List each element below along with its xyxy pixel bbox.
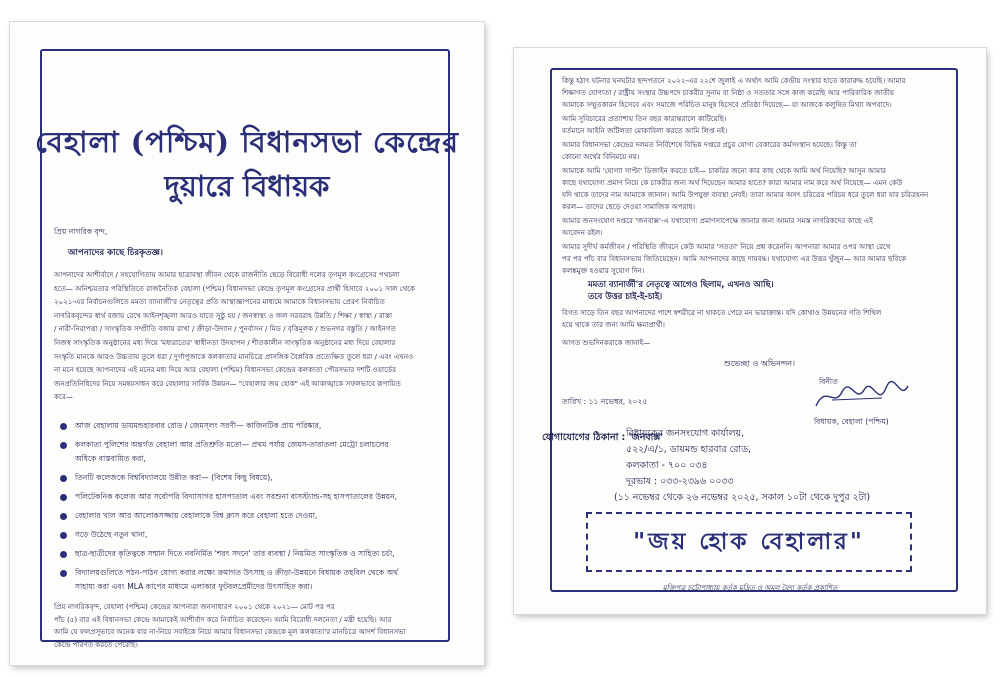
text-line: হতে— অনিশ্চয়তার পরিস্থিতিতে রাজনৈতিক বেহালা (পশ্চিম) বিধানসভা কেন্দ্রে তৃণমূল কংগ্রেসের প্রার্থী হিসাবে ২০০১ সাল থেকে	[54, 283, 415, 293]
text-line: / নারী-নিরাপত্তা / সাংস্কৃতিক সম্প্রীতি বজায় রাখা / ক্রীড়া-উদ্যান / পুনর্বাসন / মিড / বৃত্তিমূলক / শুভনগর বস্তুতি / আইনগত	[54, 324, 396, 334]
list-item	[60, 548, 395, 561]
text-line: বর্তমানে আইনি জটিলতা মোকাবিলা করতে আমি লিপ্ত নই।	[562, 126, 728, 135]
contact-line: (১১ নভেম্বর থেকে ২৬ নভেম্বর ২০২৫, সকাল ১০টা থেকে দুপুর ২টা)	[614, 492, 871, 503]
bullet-icon	[60, 475, 67, 482]
text-line: নাগরিকবৃন্দের স্বার্থ বজায় রেখে আইনশৃঙ্খলা আরও যাতে সুষ্ঠু হয় / জনস্বাস্থ্য ও জল সরবরাহ উন্নতি / শিক্ষা / স্বাস্থ্য / রাস্তা	[54, 310, 393, 320]
right-page	[514, 48, 986, 614]
greeting: আপনাদের কাছে চিরকৃতজ্ঞ।	[68, 248, 163, 258]
text-line: কোনো অর্থের বিনিময়ে নয়।	[562, 152, 640, 161]
text-line: করল— তাদের ছেড়ে দেওয়া সামাজিক অপরাধ।	[562, 202, 696, 211]
list-item	[60, 439, 389, 452]
list-item-text: বেহালার খাল আর আলোকসজ্জায় বেহালাকে বিশ্ব ক্লাস করে বেহালা হতে দেওয়া,	[75, 511, 318, 520]
contact-line: দূরভাষ : ০৩৩-২৩৯৬ ০০৩৩	[626, 476, 734, 487]
bullet-icon	[60, 423, 67, 430]
list-item-text: বিদ্যালয়গুলিতে পঠন-পাঠন যোগ্য করার লক্ষ্যে ক্রমাগত উৎসাহ ও ক্রীড়া-উন্নয়নে বিধায়ক তহবিল থেকে অর্থ	[75, 568, 399, 577]
slogan-box	[586, 512, 912, 572]
text-line: সংস্কৃতি মানকে আরও উচ্চতায় তুলে ধরা / দুর্গাপুজাকে কলকাতার মানচিত্রে প্রাসঙ্গিক বৈপ্লবিক প্রত্যেক্ষিত তুলে ধরা / এবং এখনও	[54, 351, 414, 361]
text-line: আমার জনসংযোগ দপ্তরে 'জনবাক্স'-এ যথাযোগ্য প্রমাণসাপেক্ষে জানার জন্য আমার সমস্ত নাগরিকদের কাছে এই	[562, 216, 873, 225]
slogan-text: "জয় হোক বেহালার"	[633, 527, 865, 555]
text-line: হয়ে থাকে তার জন্য আমি ক্ষমাপ্রার্থী।	[562, 320, 665, 329]
bullet-icon	[60, 494, 67, 501]
list-item-text: ছাত্র-ছাত্রীদের কৃতিত্বকে সম্মান দিতে নবনির্মিত 'শরৎ সদনে' তার ব্যবস্থা / নিয়মিত সাংস্কৃতিক ও সাহিত্য চর্চা,	[75, 549, 395, 558]
text-line: যদি থাকে তাদের নাম আমাকে জানান। আমি উপযুক্ত ব্যবস্থা নেবই। তারা আমার অসৎ চরিত্রের পরিচয় ধরে তুলে ধরা যার চরিত্রহনন	[562, 190, 929, 199]
text-line: আগত শুভদিনকরাকে জানাই—	[562, 338, 651, 347]
bullet-icon	[60, 442, 67, 449]
text-line: প্রিয় নাগরিকবৃন্দ, বেহালা (পশ্চিম) কেন্দ্রের আপনারা জনসাধারণ ২০০১ থেকে ২০২১— মোট পর পর	[54, 602, 335, 611]
text-line: নিজস্ব সাংস্কৃতিক অনুষ্ঠানের মধ্য দিয়ে 'মধ্যরাতের' স্বাধীনতা উদযাপন / শীতকালীন সাংস্কৃতিক অনুষ্ঠানের মধ্য দিয়ে বেহালার	[54, 338, 396, 347]
text-line: তবে উত্তর চাই-ই-চাই।	[588, 291, 663, 301]
salutation: প্রিয় নাগরিক বৃন্দ,	[54, 227, 108, 236]
regards-text: বিনীত	[819, 377, 838, 386]
date-text: তারিখ : ১১ নভেম্বর, ২০২৫	[562, 397, 648, 406]
list-item	[60, 472, 273, 485]
text-line: শিক্ষাগত যোগ্যতা / রাষ্ট্রীয় সংস্থার উচ্চপদে চাকরীর সুনাম বা নিষ্ঠা ও সততার সঙ্গে কাজ করেছি আর পারিবারিক জাতীয়	[562, 88, 895, 97]
text-line: কেন্দ্রে পরিণত করতে পেরেছি।	[54, 639, 138, 649]
text-line: করে—	[54, 392, 73, 402]
wishes-text: শুভেচ্ছা ও অভিনন্দন।	[724, 359, 795, 368]
text-line: বিগত সাড়ে তিন বছর আপনাদের পাশে স্বশরীরে না থাকতে পেরে মন ভারাক্রান্ত। যদি কোথাও উন্নয়নের গতি শিথিল	[562, 308, 882, 317]
list-item	[60, 420, 321, 433]
text-line: পর পর পাঁচ বার বিধানসভায় জিতিয়েছেন। আমি আপনাদের কাছে দায়বদ্ধ। যথাযোগ্য এর উত্তর খুঁজুন— আর আমার ছবিকে	[562, 254, 907, 263]
bullet-icon	[60, 513, 67, 520]
contact-line: ৫২২/এ/১, ডায়মন্ড হারবার রোড,	[626, 444, 752, 455]
text-line: পাঁচ (৫) বার এই বিধানসভা কেন্দ্রে আমাকেই আশীর্বাদ করে নির্বাচিত করেছেন। আমি বিরোধী দলনেতা / মন্ত্রী হয়েছি। আর	[54, 614, 392, 624]
text-line: আমাকে সম্মুতকারন হিসেবে এবং সমাজে পরিচিত মানুষ হিসেবে প্রতিষ্ঠা দিয়েছে— যা আজকে কলুষিত মিথ্যা অপবাদে।	[562, 100, 892, 109]
text-line: কিন্তু হঠাৎ ঘটনার ঘনঘটার ছন্দপতনে ২০২২-এর ২২শে জুলাই এ অর্থাৎ আমি কেন্দ্রীয় সংস্থার হাতে কারারুদ্ধ হয়েছি। আমার	[562, 76, 906, 85]
text-line: জনপ্রতিনিধিদের নিয়ে সমন্বয়সাধন করে বেহালার সার্বিক উন্নয়ন— "বেহালার জয় হোক" এই আকাঙ্খাকে সফলভাবে রূপায়িত	[54, 378, 401, 388]
list-item	[60, 567, 398, 580]
text-line: ২০২১-এর নির্বাচনগুলিতে মমতা ব্যানার্জী'র নেতৃত্বের প্রতি আস্থাজ্ঞাপনের মাধ্যমে আমাকে বিধানসভায় প্রেরণ নির্বাচিত	[54, 297, 385, 307]
text-line: আমার বিধানসভা কেন্দ্রের দলমত নির্বিশেষে বিভিন্ন দপ্তরে প্রচুর যোগ্য বেকারের কর্মসংস্থান হয়েছে। কিন্তু তা	[562, 140, 857, 149]
list-item-text: পলিটেকনিক কলেজ আর সর্বোপরি বিদ্যাসাগর হাসপাতাল এবং সরশুনা বাসস্ট্যান্ড-সহ হাসপাতালের উন্নয়ন,	[75, 492, 398, 501]
list-item-text: অধিকে বাস্তবায়িত করা,	[75, 454, 146, 463]
list-item-text: কলকাতা পুলিশের অন্তর্গত বেহালা আর প্রতিশ্রুতি মতো— প্রথম পর্যায় জেমস-তারাতলা মেট্রো চলাচলের	[75, 440, 389, 449]
list-item	[60, 491, 397, 504]
text-line: আমি সুবিচারের প্রত্যাশায় তিন বছর কারান্তরালে কাটিয়েছি।	[562, 114, 727, 123]
document-title-line1: বেহালা (পশ্চিম) বিধানসভা কেন্দ্রের	[34, 125, 460, 159]
list-item-text: আজ বেহালায় ডায়মন্ডহারবার রোড / জেমস্‌লং সরণী— কাজিনটিক প্রায় পরিষ্কার,	[75, 421, 322, 430]
bullet-icon	[60, 551, 67, 558]
list-item	[75, 581, 313, 594]
text-line: আবেদন রইল।	[562, 228, 603, 237]
text-line: কাছে যথাযোগ্য প্রমাণ নিয়ে কে চাকরীর জন্য অর্থ দিয়েছেন আমার হাতে? কারা আমার নাম করে অর্থ নিয়েছে— এমন কেউ	[562, 178, 903, 187]
bullet-icon	[60, 570, 67, 577]
list-item	[75, 453, 146, 466]
printer-footer: মুক্তিপত্র চট্টোপাধ্যায় কর্তৃক মুদ্রিত ও অমল বৈদ্য কর্তৃক প্রকাশিত	[662, 584, 838, 592]
left-page	[10, 22, 484, 665]
text-line: আমি যে ফলপ্রসূভাবে অনেক বার না-নিয়ে সবাইকে নিয়ে আমার বিধানসভা কেন্দ্রকে মূল কলকাতা'র মানচিত্রে আদর্শ বিধানসভা	[54, 627, 406, 636]
list-item	[60, 529, 147, 542]
list-item	[60, 510, 317, 523]
bullet-icon	[60, 532, 67, 539]
designation-text: বিধায়ক, বেহালা (পশ্চিম)	[814, 417, 889, 426]
text-line: কলঙ্কমুক্ত হওয়ার সুযোগ দিন।	[562, 266, 645, 275]
list-item-text: গড়ে উঠেছে নতুন থানা,	[75, 530, 148, 539]
list-item-text: তিনটি কলেজকে বিশ্ববিদ্যালয়ে উন্নীত করা— (বিশেষ কিছু বিষয়ে),	[75, 473, 273, 482]
list-item-text: সাহায্য করা এবং MLA কাপের মাধ্যমে এলাকার ফুটবলপ্রেমীদের উৎসাহিত করা।	[75, 582, 313, 591]
text-line: না মনে হয়েছে আপনাদের এই মনের মধ্য দিয়ে আর বেহালা (পশ্চিম) বিধানসভা কেন্দ্রের কলকাতা পৌরসভার দশটি ওয়ার্ডের	[54, 365, 397, 375]
contact-line: বিধায়কের জনসংযোগ কার্যালয়,	[626, 428, 744, 439]
text-line: মমতা ব্যানার্জী'র নেতৃত্বে আগেও ছিলাম, এখনও আছি।	[588, 279, 774, 289]
text-line: আমার সুদীর্ঘ কর্মজীবন / পরিস্থিতি জীবনে কেউ আমার 'সততা' নিয়ে প্রশ্ন করেননি। আপনারা আমার ওপর আস্থা রেখে	[562, 242, 891, 251]
signature-image	[812, 378, 912, 414]
document-title-line2: দুয়ারে বিধায়ক	[164, 169, 330, 203]
contact-heading: যোগাযোগের ঠিকানা : 'জনবাক্স'	[542, 432, 664, 443]
text-line: আমাকে আমি 'যোগ্যা সাপ্টা' ডিজাইন করতে চাই— চাকরির জন্যে কার কাছ থেকে আমি অর্থ নিয়েছি? আসুন আমার	[562, 166, 887, 175]
contact-line: কলকাতা - ৭০০ ০৩৪	[626, 460, 708, 471]
text-line: আপনাদের আশীর্বাদে / সহযোগিতায় আমার ছাত্রাবস্থা জীবন থেকে রাজনীতি ছেড়ে বিরোধী দলের তৃণমূল কংগ্রেসের পথচলা	[54, 270, 400, 279]
